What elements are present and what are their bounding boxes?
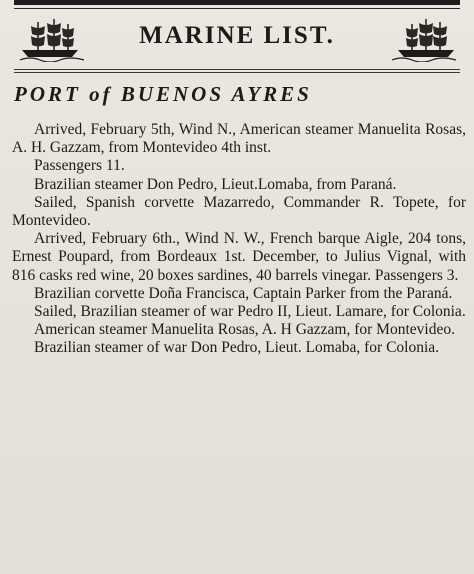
sailing-ship-icon (390, 16, 458, 62)
entry-paragraph: Sailed, Brazilian steamer of war Pedro II, Lieut. Lamare, for Colonia. (34, 303, 466, 321)
entry-paragraph: American steamer Manuelita Rosas, A. H Gazzam, for Montevideo. (34, 321, 455, 339)
entry-paragraph: Brazilian steamer Don Pedro, Lieut.Lomaba, from Paraná. (34, 175, 397, 193)
masthead-divider (14, 69, 460, 73)
marine-entries (12, 121, 466, 358)
entry-paragraph: Brazilian steamer of war Don Pedro, Lieut. Lomaba, for Colonia. (34, 339, 440, 357)
top-border-rule (14, 0, 460, 5)
entry-paragraph: Arrived, February 6th., Wind N. W., French barque Aigle, 204 tons, Ernest Poupard, from Bordeaux 1st. December, to Julius Vignal, with 816 casks red wine, 20 boxes sardines, 40 barrels vinegar. Passengers 3. (12, 230, 466, 284)
entry-paragraph: Brazilian corvette Doña Francisca, Captain Parker from the Paraná. (34, 284, 453, 302)
entry-paragraph: Sailed, Spanish corvette Mazarredo, Commander R. Topete, for Montevideo. (12, 193, 466, 230)
masthead-title: MARINE LIST. (139, 22, 335, 49)
section-heading: PORT of BUENOS AYRES (14, 82, 312, 106)
masthead (14, 12, 460, 68)
entry-paragraph: Arrived, February 5th, Wind N., American steamer Manuelita Rosas, A. H. Gazzam, from Montevideo 4th inst. (12, 121, 466, 157)
entry-paragraph: Passengers 11. (34, 157, 125, 175)
top-thin-rule (14, 8, 460, 9)
